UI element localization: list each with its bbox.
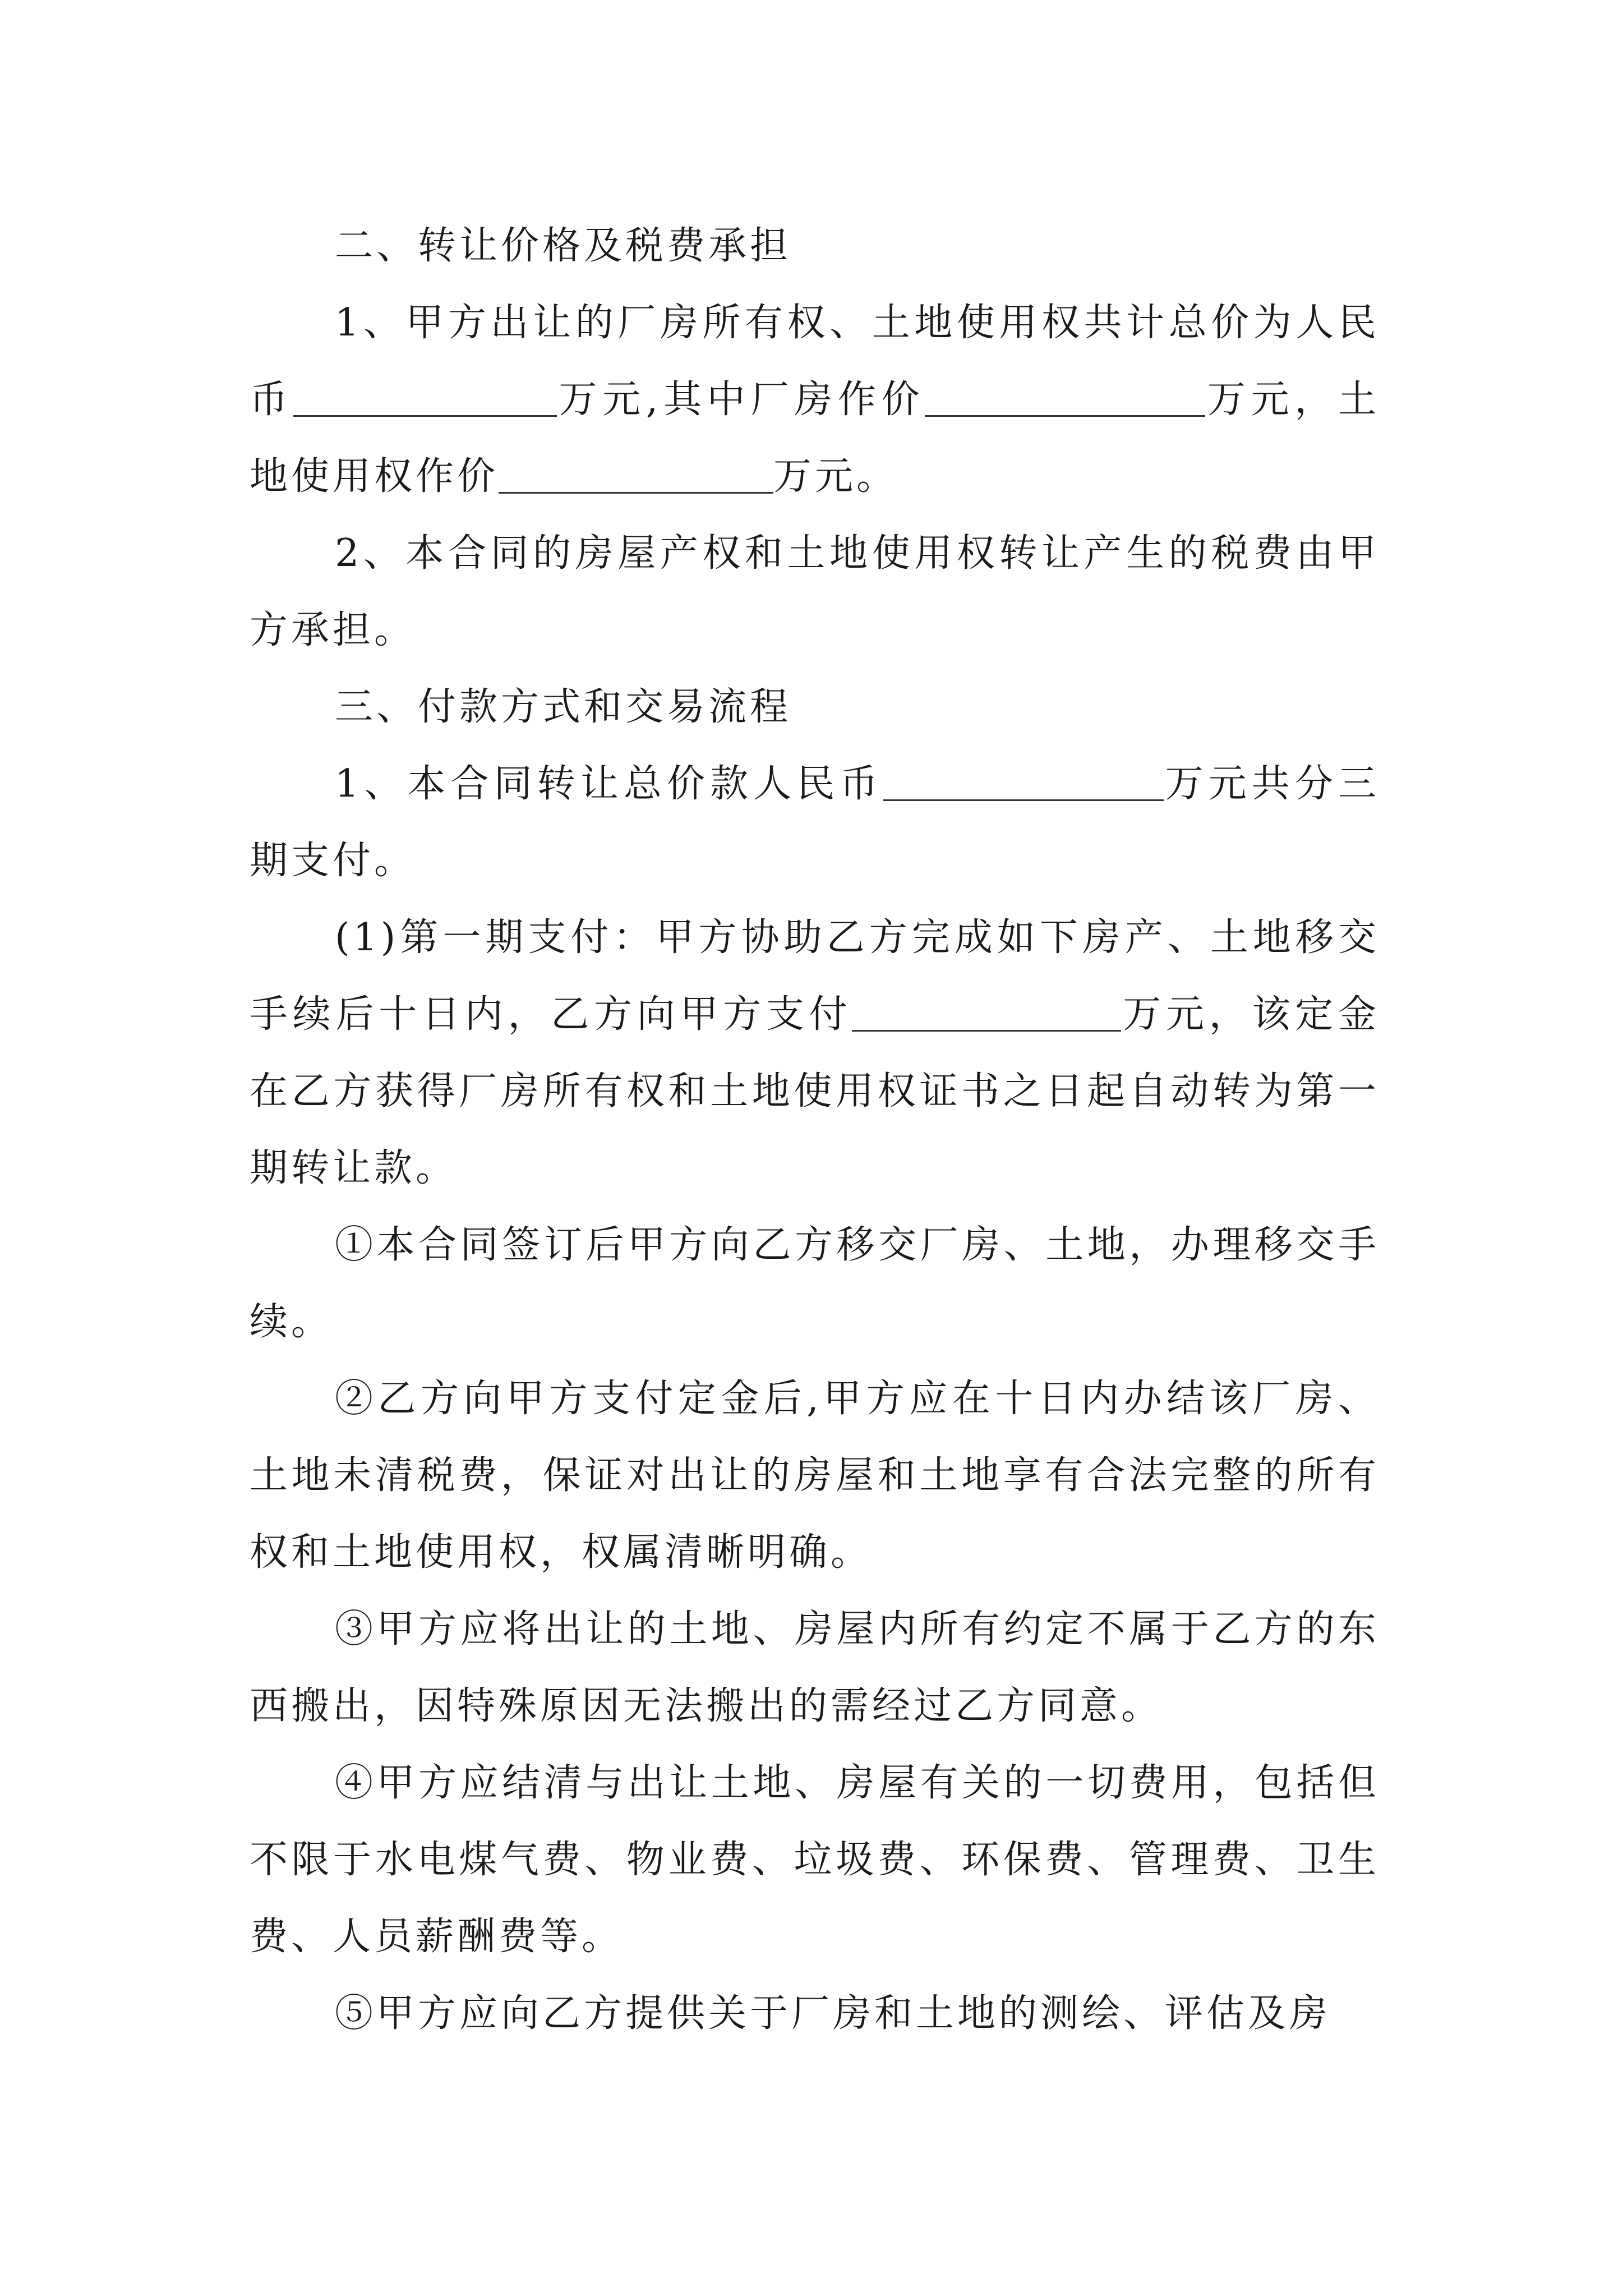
section-heading-2-text: 二、转让价格及税费承担	[335, 224, 792, 268]
clause-1-text-a: 1、甲方出让的厂房所有权、土地使用权共计总价为人民币	[250, 301, 1380, 422]
section-heading-2	[250, 208, 1380, 284]
clause-3-text-b: 万元共分三期支付。	[250, 762, 1380, 883]
list-item-4	[250, 1745, 1380, 1975]
clause-2-tax	[250, 515, 1380, 669]
list-item-3	[250, 1591, 1380, 1745]
list-item-2-text: ②乙方向甲方支付定金后,甲方应在十日内办结该厂房、土地未清税费，保证对出让的房屋和土地享有合法完整的所有权和土地使用权，权属清晰明确。	[250, 1377, 1380, 1575]
list-item-5-text: ⑤甲方应向乙方提供关于厂房和土地的测绘、评估及房	[335, 1991, 1331, 2036]
section-heading-3-text: 三、付款方式和交易流程	[335, 685, 792, 729]
section-heading-3	[250, 669, 1380, 746]
total-payment-blank	[883, 761, 1164, 801]
list-item-3-text: ③甲方应将出让的土地、房屋内所有约定不属于乙方的东西搬出，因特殊原因无法搬出的需经过乙方同意。	[250, 1607, 1380, 1728]
list-item-2	[250, 1360, 1380, 1591]
clause-1-text-c: 万元，土地使用权作价	[250, 378, 1380, 499]
list-item-1-text: ①本合同签订后甲方向乙方移交厂房、土地，办理移交手续。	[250, 1223, 1380, 1344]
list-item-5	[250, 1975, 1380, 2052]
clause-1-text-b: 万元,其中厂房作价	[556, 378, 925, 422]
clause-first-installment	[250, 899, 1380, 1207]
clause-1-text-d: 万元。	[773, 454, 898, 499]
clause-1-price	[250, 284, 1380, 515]
first-installment-text-b: 万元，该定金在乙方获得厂房所有权和土地使用权证书之日起自动转为第一期转让款。	[250, 992, 1380, 1190]
factory-price-blank	[925, 377, 1205, 417]
land-price-blank	[499, 454, 773, 494]
first-installment-blank	[852, 992, 1121, 1032]
clause-2-text: 2、本合同的房屋产权和土地使用权转让产生的税费由甲方承担。	[250, 531, 1380, 652]
list-item-4-text: ④甲方应结清与出让土地、房屋有关的一切费用，包括但不限于水电煤气费、物业费、垃圾费、环保费、管理费、卫生费、人员薪酬费等。	[250, 1761, 1380, 1959]
list-item-1	[250, 1207, 1380, 1360]
total-price-blank	[293, 377, 557, 417]
document-body	[250, 208, 1380, 2052]
clause-3-text-a: 1、本合同转让总价款人民币	[335, 762, 883, 806]
clause-3-payment	[250, 746, 1380, 899]
first-installment-text-a: (1)第一期支付：甲方协助乙方完成如下房产、土地移交手续后十日内，乙方向甲方支付	[250, 915, 1380, 1037]
